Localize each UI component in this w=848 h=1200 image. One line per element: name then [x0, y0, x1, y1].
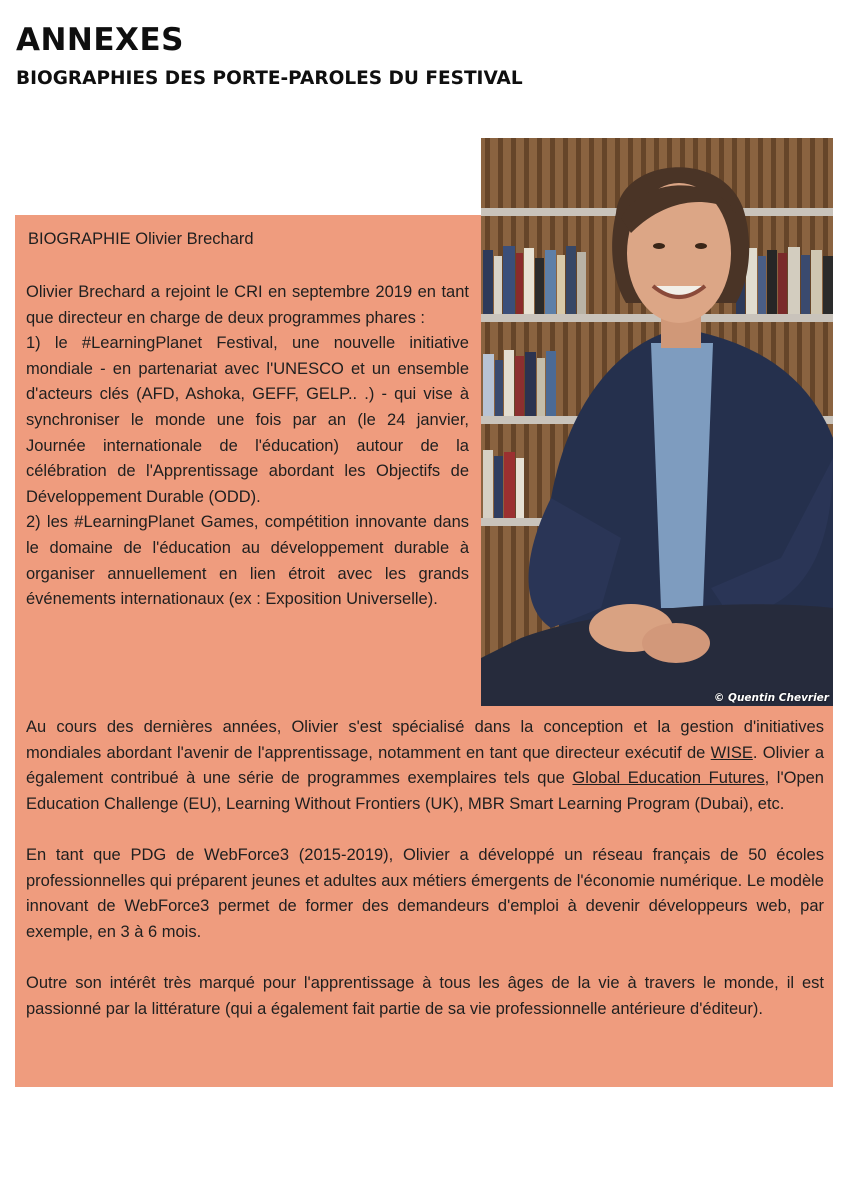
wise-link[interactable]: WISE	[710, 743, 753, 762]
bio-point-1: 1) le #LearningPlanet Festival, une nouvelle initiative mondiale - en partenariat avec l'UNESCO et un ensemble d'acteurs clés (AFD, Ashoka, GEFF, GELP.. .) - qui vise à synchroniser le monde une fois par an (le 24 janvier, Journée internationale de l'éducation) autour de la célébration de l'Apprentissage abordant les Objectifs de Développement Durable (ODD).	[26, 334, 469, 506]
bio-point-2: 2) les #LearningPlanet Games, compétition innovante dans le domaine de l'éducation au développement durable à organiser annuellement en lien étroit avec les grands événements internationaux (ex : Exposition Universelle).	[26, 513, 469, 609]
wise-text-before: Au cours des dernières années, Olivier s'est spécialisé dans la conception et la gestion d'initiatives mondiales abordant l'avenir de l'apprentissage, notamment en tant que directeur exécutif de	[26, 718, 824, 762]
bio-paragraph-literature: Outre son intérêt très marqué pour l'apprentissage à tous les âges de la vie à travers le monde, il est passionné par la littérature (qui a également fait partie de sa vie professionnelle antérieure d'éditeur).	[26, 973, 824, 1018]
page-subtitle: BIOGRAPHIES DES PORTE-PAROLES DU FESTIVAL	[16, 68, 523, 89]
photo-credit: © Quentin Chevrier	[713, 692, 829, 704]
global-education-futures-link[interactable]: Global Education Futures	[572, 769, 765, 788]
page-title: ANNEXES	[16, 22, 184, 58]
bio-text-full	[26, 715, 824, 1022]
bio-heading: BIOGRAPHIE Olivier Brechard	[28, 230, 254, 248]
portrait-photo	[481, 138, 833, 706]
wise-text-middle: . Olivier a également contribué à une série de programmes exemplaires tels que	[26, 743, 824, 788]
bio-text-column	[26, 280, 469, 613]
bio-paragraph-webforce: En tant que PDG de WebForce3 (2015-2019), Olivier a développé un réseau français de 50 écoles professionnelles qui préparent jeunes et adultes aux métiers émergents de l'économie numérique. Le modèle innovant de WebForce3 permet de former des demandeurs d'emploi à devenir développeurs web, par exemple, en 3 à 6 mois.	[26, 845, 824, 941]
wise-text-after: , l'Open Education Challenge (EU), Learning Without Frontiers (UK), MBR Smart Learning Program (Dubai), etc.	[26, 769, 824, 813]
bio-intro: Olivier Brechard a rejoint le CRI en septembre 2019 en tant que directeur en charge de deux programmes phares :	[26, 283, 469, 327]
bio-paragraph-wise	[26, 715, 824, 817]
